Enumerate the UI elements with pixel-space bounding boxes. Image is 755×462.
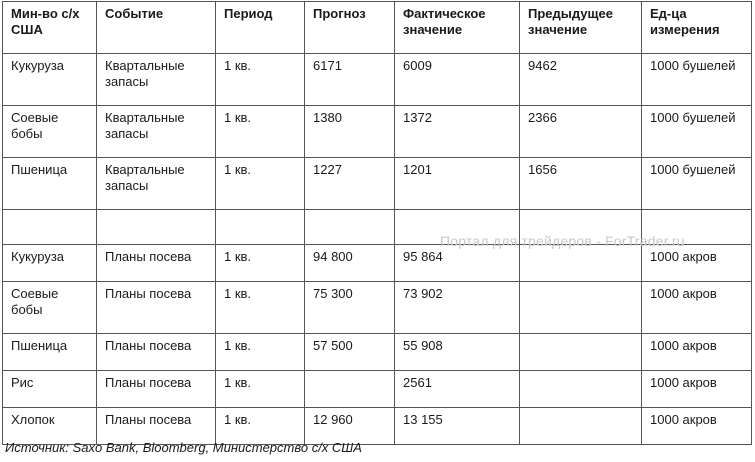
cell-actual: 1372: [395, 106, 520, 158]
header-period: Период: [216, 2, 305, 54]
cell-commodity: Пшеница: [3, 158, 97, 210]
cell-period: 1 кв.: [216, 282, 305, 334]
cell-actual: 2561: [395, 371, 520, 408]
cell-previous: 1656: [520, 158, 642, 210]
cell-unit: 1000 акров: [642, 334, 752, 371]
cell-period: 1 кв.: [216, 158, 305, 210]
table-row: [3, 371, 752, 408]
table-row: [3, 158, 752, 210]
cell-actual: 1201: [395, 158, 520, 210]
cell-commodity: Соевые бобы: [3, 106, 97, 158]
cell-forecast: 12 960: [305, 408, 395, 445]
cell-event: Планы посева: [97, 245, 216, 282]
cell-empty: [216, 210, 305, 245]
cell-forecast: 75 300: [305, 282, 395, 334]
cell-commodity: Рис: [3, 371, 97, 408]
cell-forecast: 57 500: [305, 334, 395, 371]
cell-previous: 9462: [520, 54, 642, 106]
cell-period: 1 кв.: [216, 245, 305, 282]
cell-period: 1 кв.: [216, 54, 305, 106]
cell-unit: 1000 акров: [642, 245, 752, 282]
header-event: Событие: [97, 2, 216, 54]
cell-previous: [520, 408, 642, 445]
header-forecast: Прогноз: [305, 2, 395, 54]
cell-empty: [97, 210, 216, 245]
cell-forecast: [305, 371, 395, 408]
cell-forecast: 94 800: [305, 245, 395, 282]
cell-event: Квартальные запасы: [97, 158, 216, 210]
header-actual: Фактическое значение: [395, 2, 520, 54]
cell-forecast: 1227: [305, 158, 395, 210]
cell-period: 1 кв.: [216, 371, 305, 408]
header-unit: Ед-ца измерения: [642, 2, 752, 54]
cell-unit: 1000 акров: [642, 371, 752, 408]
cell-event: Квартальные запасы: [97, 54, 216, 106]
table-row: [3, 54, 752, 106]
cell-period: 1 кв.: [216, 106, 305, 158]
cell-actual: 55 908: [395, 334, 520, 371]
table-row: [3, 408, 752, 445]
cell-unit: 1000 бушелей: [642, 54, 752, 106]
cell-commodity: Кукуруза: [3, 54, 97, 106]
cell-forecast: 1380: [305, 106, 395, 158]
cell-event: Планы посева: [97, 408, 216, 445]
cell-empty: [305, 210, 395, 245]
cell-commodity: Хлопок: [3, 408, 97, 445]
cell-event: Планы посева: [97, 282, 216, 334]
cell-actual: 95 864: [395, 245, 520, 282]
cell-previous: [520, 245, 642, 282]
watermark-text: Портал для трейдеров - ForTrader.ru: [440, 233, 685, 249]
cell-previous: [520, 334, 642, 371]
cell-actual: 73 902: [395, 282, 520, 334]
source-caption: Источник: Saxo Bank, Bloomberg, Министерство с/х США: [5, 440, 362, 455]
table-row: [3, 334, 752, 371]
table-header-row: [3, 2, 752, 54]
cell-event: Квартальные запасы: [97, 106, 216, 158]
cell-commodity: Соевые бобы: [3, 282, 97, 334]
cell-empty: [3, 210, 97, 245]
table-row: [3, 245, 752, 282]
cell-previous: [520, 282, 642, 334]
cell-period: 1 кв.: [216, 334, 305, 371]
usda-report-table: [2, 1, 752, 445]
header-previous: Предыдущее значение: [520, 2, 642, 54]
cell-event: Планы посева: [97, 334, 216, 371]
cell-commodity: Пшеница: [3, 334, 97, 371]
cell-period: 1 кв.: [216, 408, 305, 445]
cell-previous: [520, 371, 642, 408]
cell-previous: 2366: [520, 106, 642, 158]
table-row: [3, 106, 752, 158]
cell-unit: 1000 акров: [642, 408, 752, 445]
cell-event: Планы посева: [97, 371, 216, 408]
cell-actual: 6009: [395, 54, 520, 106]
cell-forecast: 6171: [305, 54, 395, 106]
cell-unit: 1000 акров: [642, 282, 752, 334]
cell-commodity: Кукуруза: [3, 245, 97, 282]
cell-unit: 1000 бушелей: [642, 158, 752, 210]
table-row: [3, 282, 752, 334]
cell-unit: 1000 бушелей: [642, 106, 752, 158]
header-ministry: Мин-во с/х США: [3, 2, 97, 54]
cell-actual: 13 155: [395, 408, 520, 445]
